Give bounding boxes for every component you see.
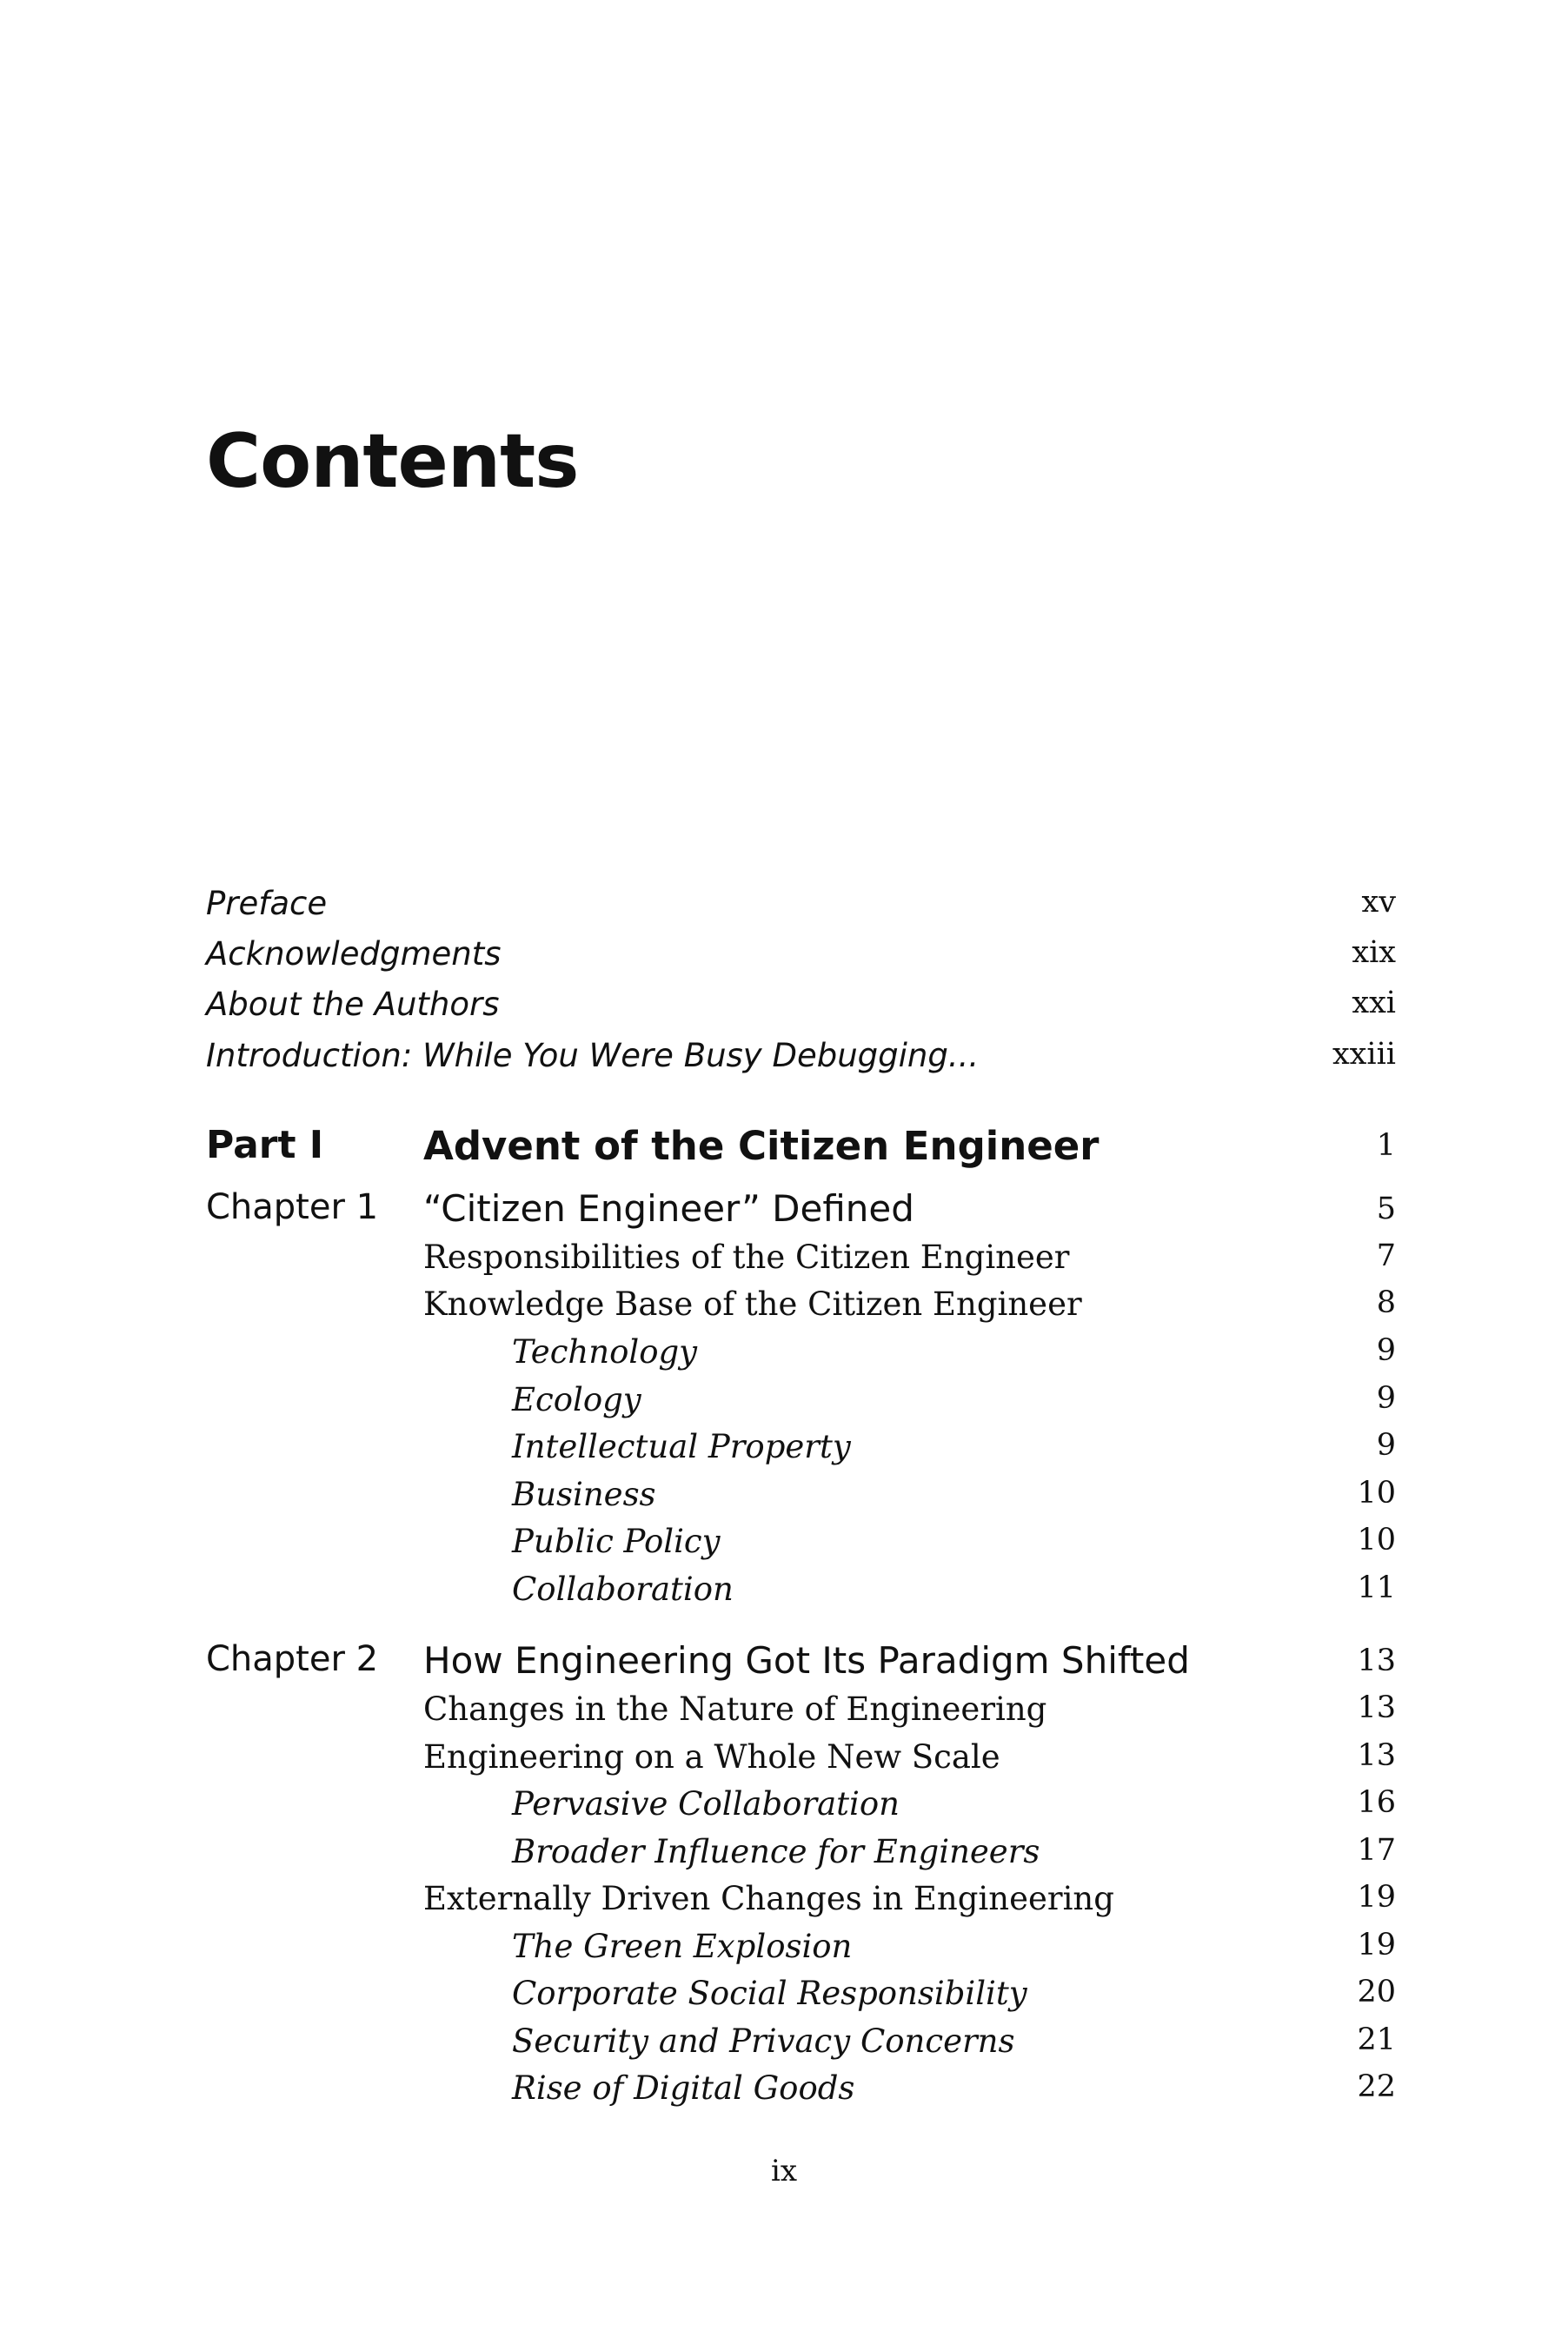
toc-page-number: 11 — [1357, 1571, 1396, 1605]
toc-section-title: Engineering on a Whole New Scale — [423, 1738, 1000, 1776]
chapter-label: Chapter 1 — [206, 1187, 379, 1227]
toc-front-matter-row[interactable] — [0, 935, 1568, 987]
toc-page-number: 10 — [1357, 1523, 1396, 1557]
toc-page-number: 13 — [1357, 1738, 1396, 1773]
toc-subsection-row[interactable] — [0, 1381, 1568, 1433]
toc-subsection-row[interactable] — [0, 2069, 1568, 2122]
toc-subsection-row[interactable] — [0, 1975, 1568, 2027]
toc-page-number: 10 — [1357, 1476, 1396, 1511]
toc-page-number: xxiii — [1332, 1037, 1396, 1072]
toc-page-number: 1 — [1376, 1128, 1396, 1163]
toc-part-row[interactable] — [0, 1123, 1568, 1175]
chapter-label: Chapter 2 — [206, 1639, 379, 1679]
toc-page-number: 19 — [1357, 1880, 1396, 1915]
toc-chapter-row[interactable] — [0, 1639, 1568, 1691]
chapter-title: “Citizen Engineer” Defined — [423, 1187, 914, 1230]
toc-subsection-title: Business — [512, 1476, 656, 1513]
toc-page-number: xix — [1352, 935, 1396, 970]
toc-subsection-row[interactable] — [0, 1571, 1568, 1623]
toc-subsection-row[interactable] — [0, 1476, 1568, 1528]
toc-section-row[interactable] — [0, 1880, 1568, 1932]
toc-subsection-title: The Green Explosion — [512, 1928, 853, 1965]
toc-front-matter-row[interactable] — [0, 885, 1568, 937]
toc-subsection-row[interactable] — [0, 1333, 1568, 1385]
toc-section-row[interactable] — [0, 1690, 1568, 1743]
part-label: Part I — [206, 1123, 324, 1167]
toc-subsection-row[interactable] — [0, 1523, 1568, 1575]
toc-subsection-title: Security and Privacy Concerns — [512, 2022, 1015, 2060]
toc-page-number: 13 — [1357, 1690, 1396, 1725]
toc-page-number: 9 — [1376, 1428, 1396, 1463]
page-folio: ix — [770, 2154, 798, 2188]
toc-front-matter-row[interactable] — [0, 1037, 1568, 1089]
part-title: Advent of the Citizen Engineer — [423, 1123, 1100, 1169]
toc-subsection-title: Intellectual Property — [512, 1428, 851, 1465]
toc-page-number: 22 — [1357, 2069, 1396, 2104]
toc-subsection-row[interactable] — [0, 1785, 1568, 1837]
toc-section-title: Changes in the Nature of Engineering — [423, 1690, 1047, 1728]
toc-subsection-title: Pervasive Collaboration — [512, 1785, 900, 1823]
toc-subsection-row[interactable] — [0, 1428, 1568, 1480]
toc-page-number: 9 — [1376, 1333, 1396, 1368]
toc-subsection-title: Broader Influence for Engineers — [512, 1833, 1040, 1870]
toc-subsection-row[interactable] — [0, 2022, 1568, 2075]
toc-subsection-title: Technology — [512, 1333, 698, 1371]
toc-page-number: 19 — [1357, 1928, 1396, 1962]
toc-page-number: 17 — [1357, 1833, 1396, 1868]
toc-section-row[interactable] — [0, 1239, 1568, 1291]
toc-subsection-title: Collaboration — [512, 1571, 734, 1608]
toc-entry-title: Preface — [206, 885, 328, 922]
toc-section-title: Knowledge Base of the Citizen Engineer — [423, 1285, 1082, 1323]
toc-section-title: Responsibilities of the Citizen Engineer — [423, 1239, 1070, 1276]
toc-entry-title: Acknowledgments — [206, 935, 502, 973]
toc-subsection-title: Public Policy — [512, 1523, 721, 1560]
toc-subsection-row[interactable] — [0, 1833, 1568, 1885]
toc-entry-title: About the Authors — [206, 986, 500, 1023]
toc-page-number: 5 — [1376, 1192, 1396, 1226]
toc-page-number: xxi — [1352, 986, 1396, 1020]
toc-page-number: 8 — [1376, 1285, 1396, 1320]
toc-subsection-title: Ecology — [512, 1381, 641, 1418]
toc-entry-title: Introduction: While You Were Busy Debugging... — [206, 1037, 980, 1074]
toc-page-number: 9 — [1376, 1381, 1396, 1416]
toc-page-number: xv — [1361, 885, 1396, 920]
toc-page-number: 20 — [1357, 1975, 1396, 2009]
toc-subsection-row[interactable] — [0, 1928, 1568, 1980]
toc-section-title: Externally Driven Changes in Engineering — [423, 1880, 1114, 1917]
toc-page-number: 13 — [1357, 1644, 1396, 1678]
toc-subsection-title: Rise of Digital Goods — [512, 2069, 855, 2107]
toc-section-row[interactable] — [0, 1285, 1568, 1338]
toc-section-row[interactable] — [0, 1738, 1568, 1790]
toc-subsection-title: Corporate Social Responsibility — [512, 1975, 1027, 2012]
toc-page-number: 21 — [1357, 2022, 1396, 2057]
toc-chapter-row[interactable] — [0, 1187, 1568, 1239]
toc-page-number: 7 — [1376, 1239, 1396, 1273]
page-title: Contents — [206, 418, 579, 505]
chapter-title: How Engineering Got Its Paradigm Shifted — [423, 1639, 1190, 1682]
toc-front-matter-row[interactable] — [0, 986, 1568, 1038]
toc-page-number: 16 — [1357, 1785, 1396, 1820]
